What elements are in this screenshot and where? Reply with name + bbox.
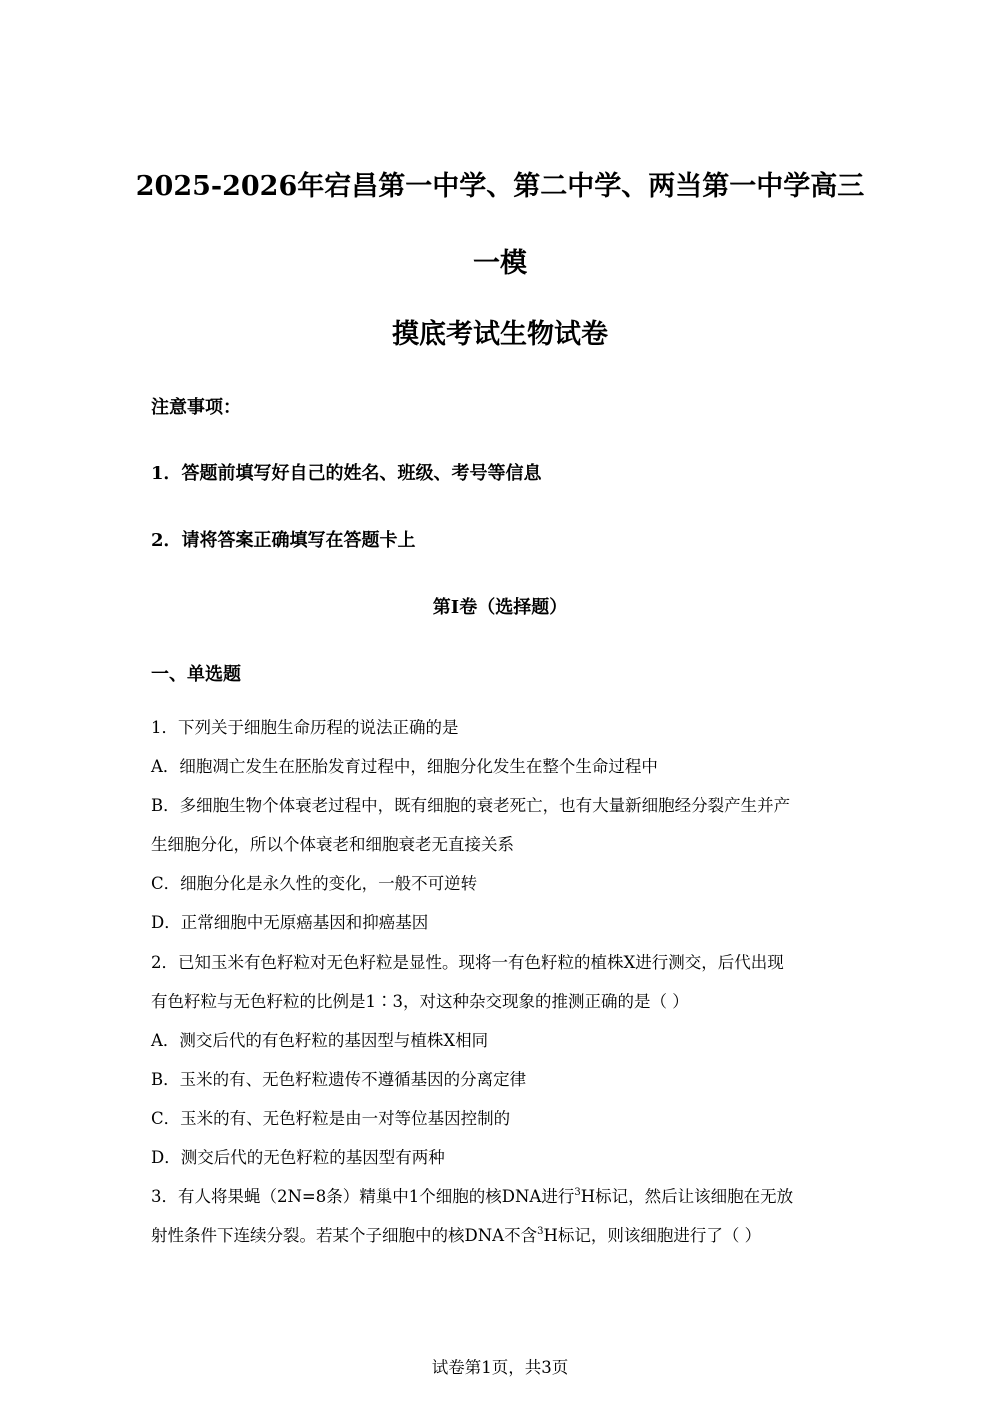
question-1-option-b-line-2: 生细胞分化，所以个体衰老和细胞衰老无直接关系 [151,835,514,854]
notice-item-1: 1．答题前填写好自己的姓名、班级、考号等信息 [151,463,542,484]
superscript-3: 3 [537,1226,544,1237]
exam-title-line-1: 2025-2026年宕昌第一中学、第二中学、两当第一中学高三 [135,171,865,202]
question-1-stem: 1．下列关于细胞生命历程的说法正确的是 [151,718,459,737]
question-3-stem-line-1 [151,1185,793,1209]
question-3-stem-line-2 [151,1224,761,1248]
exam-title-line-2: 一模 [473,248,527,279]
section-heading: 一、单选题 [151,664,241,685]
exam-title-line-3: 摸底考试生物试卷 [392,319,608,350]
question-1-option-c: C．细胞分化是永久性的变化，一般不可逆转 [151,874,478,893]
notice-heading: 注意事项： [151,397,241,418]
volume-heading: 第I卷（选择题） [432,597,568,618]
notice-item-2: 2．请将答案正确填写在答题卡上 [151,530,416,551]
question-2-stem-line-2: 有色籽粒与无色籽粒的比例是1∶3，对这种杂交现象的推测正确的是（ ） [151,992,689,1011]
question-3-text-part-2a: 射性条件下连续分裂。若某个子细胞中的核DNA不含 [151,1226,538,1245]
page-footer: 试卷第1页，共3页 [431,1358,569,1377]
question-1-option-a: A．细胞凋亡发生在胚胎发育过程中，细胞分化发生在整个生命过程中 [151,757,658,776]
question-2-option-a: A．测交后代的有色籽粒的基因型与植株X相同 [151,1031,489,1050]
question-2-option-d: D．测交后代的无色籽粒的基因型有两种 [151,1148,445,1167]
question-2-option-c: C．玉米的有、无色籽粒是由一对等位基因控制的 [151,1109,511,1128]
question-3-text-part-2b: H标记，则该细胞进行了（ ） [543,1226,762,1245]
superscript-3: 3 [574,1187,581,1198]
question-1-option-b-line-1: B．多细胞生物个体衰老过程中，既有细胞的衰老死亡，也有大量新细胞经分裂产生并产 [151,796,791,815]
question-2-stem-line-1: 2．已知玉米有色籽粒对无色籽粒是显性。现将一有色籽粒的植株X进行测交，后代出现 [151,953,784,972]
question-2-option-b: B．玉米的有、无色籽粒遗传不遵循基因的分离定律 [151,1070,527,1089]
question-3-text-part-1a: 3．有人将果蝇（2N=8条）精巢中1个细胞的核DNA进行 [151,1187,575,1206]
question-1-option-d: D．正常细胞中无原癌基因和抑癌基因 [151,913,429,932]
question-3-text-part-1b: H标记，然后让该细胞在无放 [580,1187,794,1206]
